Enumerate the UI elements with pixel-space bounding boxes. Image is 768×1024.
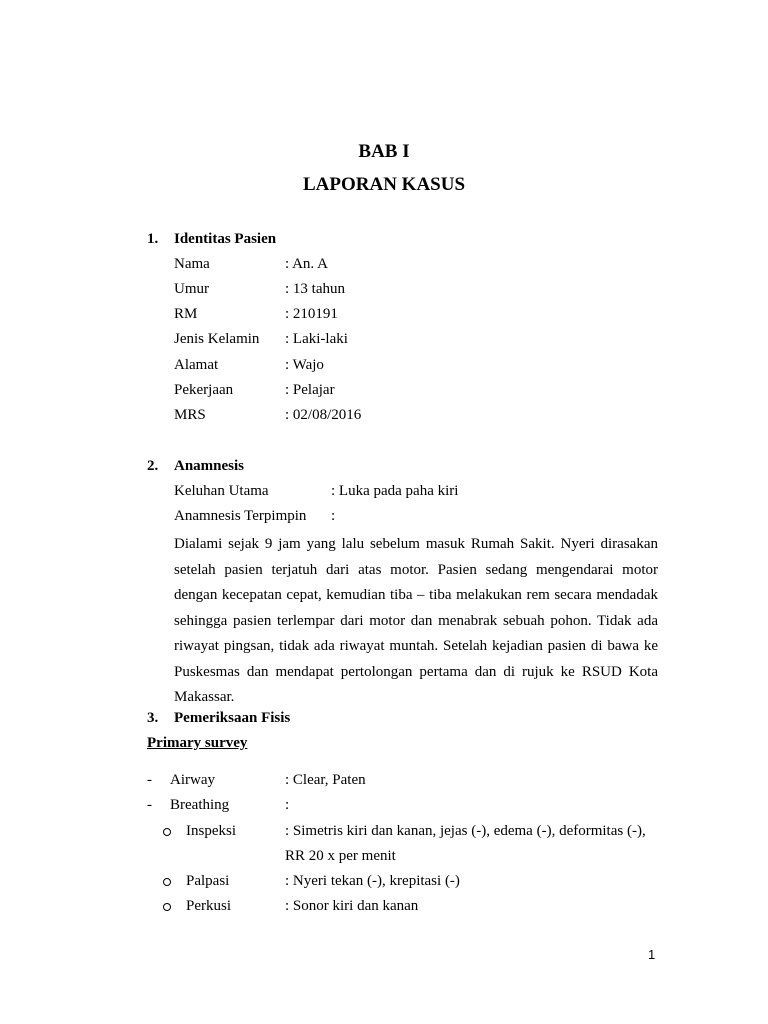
field-label-airway: Airway	[170, 772, 215, 788]
field-value-breathing: :	[285, 797, 290, 813]
field-value-umur: : 13 tahun	[285, 281, 345, 297]
field-value-alamat: : Wajo	[285, 357, 324, 373]
section-title-pemeriksaan-fisis: Pemeriksaan Fisis	[174, 710, 291, 726]
field-value-perkusi: : Sonor kiri dan kanan	[285, 898, 419, 914]
section-number: 2.	[147, 458, 159, 474]
field-label-jenis-kelamin: Jenis Kelamin	[174, 331, 260, 347]
field-value-palpasi: : Nyeri tekan (-), krepitasi (-)	[285, 873, 460, 889]
circle-bullet-icon	[163, 878, 171, 886]
field-label-keluhan-utama: Keluhan Utama	[174, 483, 269, 499]
field-value-rm: : 210191	[285, 306, 338, 322]
circle-bullet-icon	[163, 903, 171, 911]
field-label-alamat: Alamat	[174, 357, 219, 373]
circle-bullet-icon	[163, 828, 171, 836]
section-title-identitas: Identitas Pasien	[174, 231, 277, 247]
field-label-anamnesis-terpimpin: Anamnesis Terpimpin	[174, 508, 307, 524]
anamnesis-paragraph: Dialami sejak 9 jam yang lalu sebelum masuk Rumah Sakit. Nyeri dirasakan setelah pasien terjatuh dari atas motor. Pasien sedang mengendarai motor dengan kecepatan cepat, kemudian tiba – tiba melakukan rem secara mendadak sehingga pasien terlempar dari motor dan menabrak sebuah pohon. Tidak ada riwayat pingsan, tidak ada riwayat muntah. Setelah kejadian pasien di bawa ke Puskesmas dan mendapat pertolongan pertama dan di rujuk ke RSUD Kota Makassar.	[174, 536, 658, 705]
field-value-inspeksi: : Simetris kiri dan kanan, jejas (-), edema (-), deformitas (-),	[285, 823, 646, 839]
section-number: 3.	[147, 710, 159, 726]
list-dash: -	[147, 797, 152, 813]
page-number: 1	[648, 947, 656, 962]
field-value-anamnesis-terpimpin: :	[331, 508, 336, 524]
list-dash: -	[147, 772, 152, 788]
field-label-pekerjaan: Pekerjaan	[174, 382, 234, 398]
subsection-title-primary-survey: Primary survey	[147, 735, 248, 751]
field-label-rm: RM	[174, 306, 198, 322]
field-label-nama: Nama	[174, 256, 210, 272]
field-label-breathing: Breathing	[170, 797, 230, 813]
field-label-inspeksi: Inspeksi	[186, 823, 236, 839]
field-label-palpasi: Palpasi	[186, 873, 230, 889]
field-label-perkusi: Perkusi	[186, 898, 231, 914]
chapter-heading: BAB I	[358, 141, 410, 162]
field-label-umur: Umur	[174, 281, 209, 297]
field-value-airway: : Clear, Paten	[285, 772, 366, 788]
report-title: LAPORAN KASUS	[302, 174, 466, 195]
section-title-anamnesis: Anamnesis	[174, 458, 245, 474]
field-value-pekerjaan: : Pelajar	[285, 382, 335, 398]
field-value-mrs: : 02/08/2016	[285, 407, 362, 423]
field-label-mrs: MRS	[174, 407, 206, 423]
field-value-inspeksi-continued: RR 20 x per menit	[285, 848, 396, 864]
field-value-jenis-kelamin: : Laki-laki	[285, 331, 348, 347]
section-number: 1.	[147, 231, 159, 247]
field-value-keluhan-utama: : Luka pada paha kiri	[331, 483, 459, 499]
field-value-nama: : An. A	[285, 256, 328, 272]
